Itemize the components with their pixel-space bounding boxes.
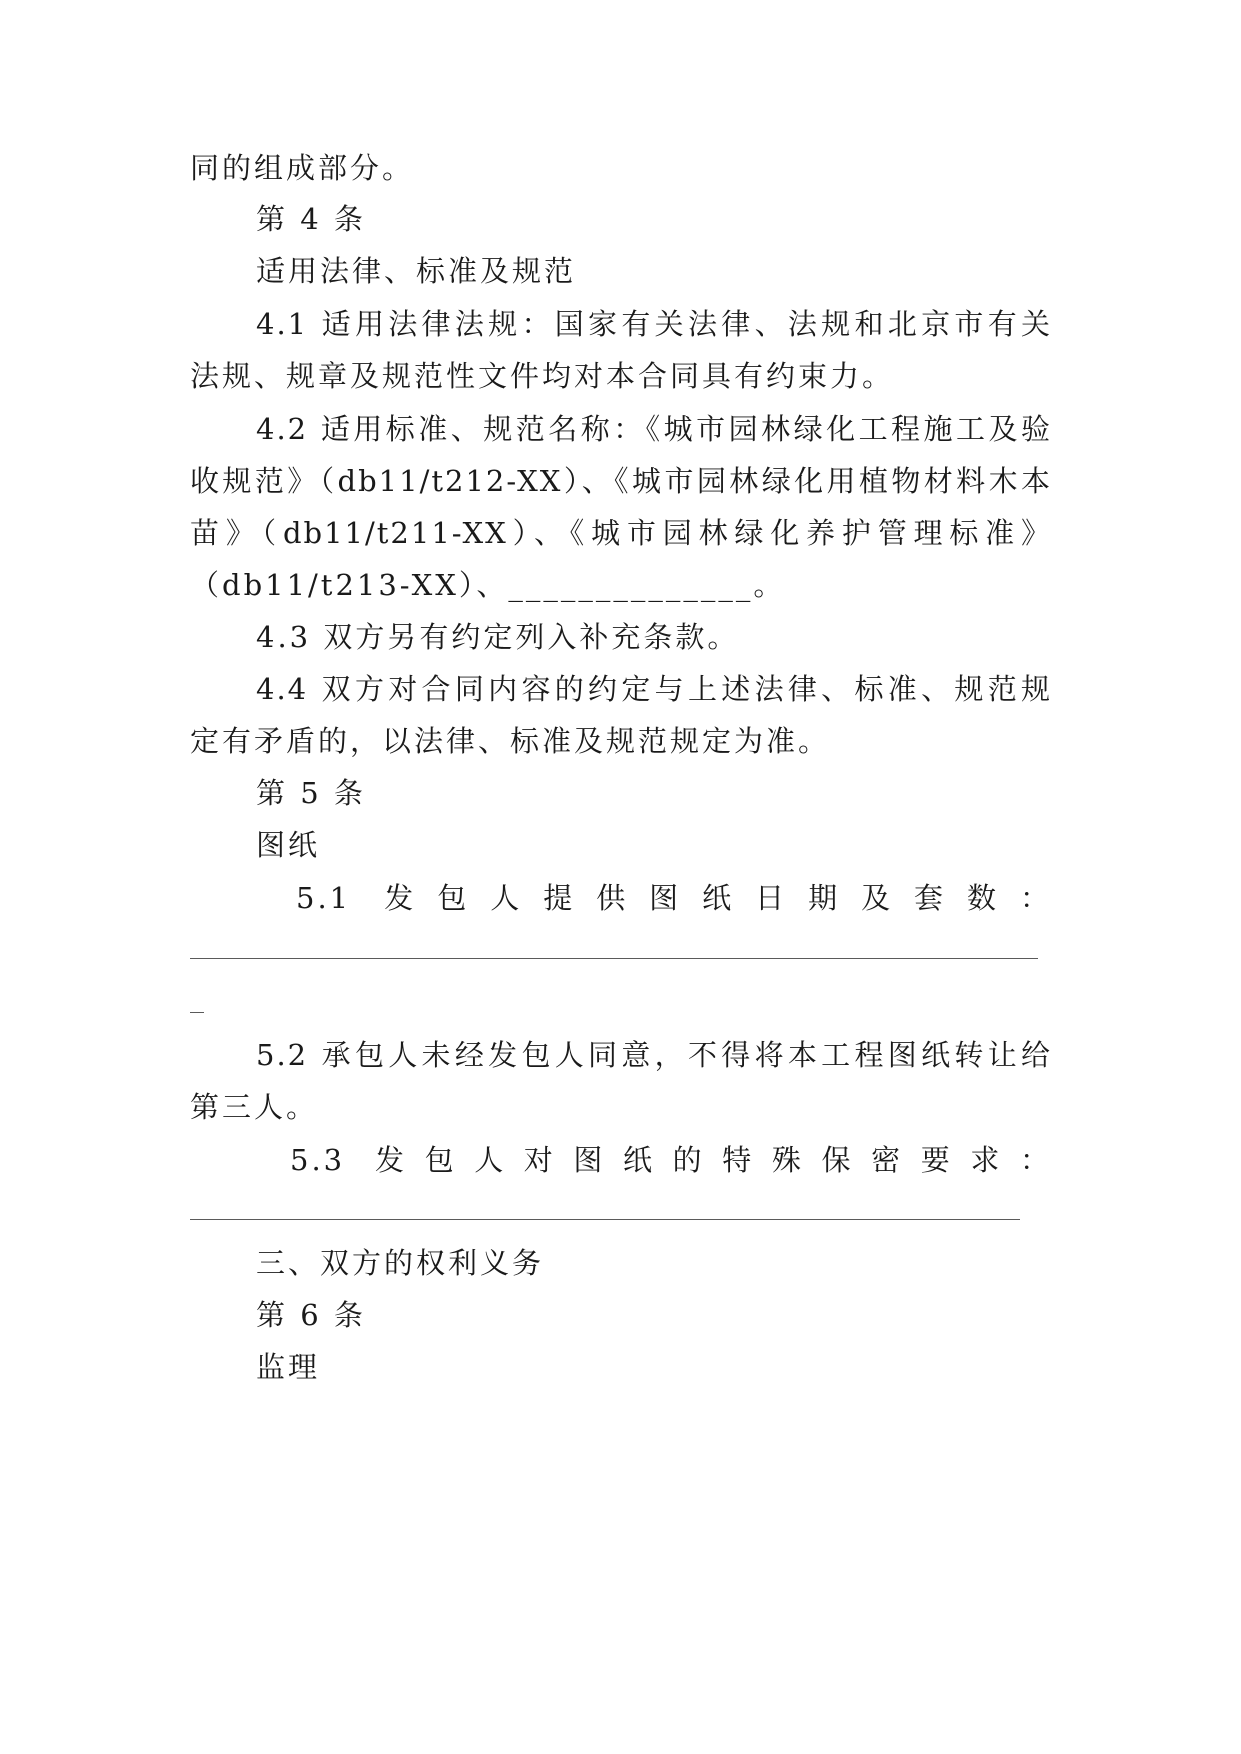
section-heading: 三、双方的权利义务 (256, 1246, 545, 1280)
article-heading: 第 5 条 (256, 776, 366, 810)
clause-4-4: 4.4 双方对合同内容的约定与上述法律、标准、规范规 (256, 672, 1052, 706)
text-line: 定有矛盾的，以法律、标准及规范规定为准。 (190, 724, 831, 758)
text-line: 第三人。 (190, 1090, 319, 1124)
text-line: 法规、规章及规范性文件均对本合同具有约束力。 (190, 359, 895, 393)
article-title: 监理 (256, 1350, 321, 1384)
clause-5-3: 5.3 发包人对图纸的特殊保密要求： (290, 1143, 1052, 1177)
text-line: 收规范》（db11/t212-XX）、《城市园林绿化用植物材料木本 (190, 464, 1052, 498)
article-title: 图纸 (256, 828, 321, 862)
text-line: （db11/t213-XX）、______________。 (190, 568, 786, 602)
clause-5-2: 5.2 承包人未经发包人同意，不得将本工程图纸转让给 (256, 1038, 1052, 1072)
clause-5-1: 5.1 发包人提供图纸日期及套数： (296, 881, 1052, 915)
fill-in-blank-line (190, 1012, 204, 1013)
article-heading: 第 6 条 (256, 1298, 366, 1332)
article-title: 适用法律、标准及规范 (256, 254, 577, 288)
article-heading: 第 4 条 (256, 202, 366, 236)
fill-in-blank-line (190, 1219, 1020, 1220)
clause-4-3: 4.3 双方另有约定列入补充条款。 (256, 620, 740, 654)
text-line: 同的组成部分。 (190, 151, 415, 185)
clause-4-2: 4.2 适用标准、规范名称：《城市园林绿化工程施工及验 (256, 412, 1052, 446)
fill-in-blank-line (190, 958, 1038, 959)
clause-4-1: 4.1 适用法律法规：国家有关法律、法规和北京市有关 (256, 307, 1052, 341)
text-line: 苗》（db11/t211-XX）、《城市园林绿化养护管理标准》 (190, 516, 1052, 550)
